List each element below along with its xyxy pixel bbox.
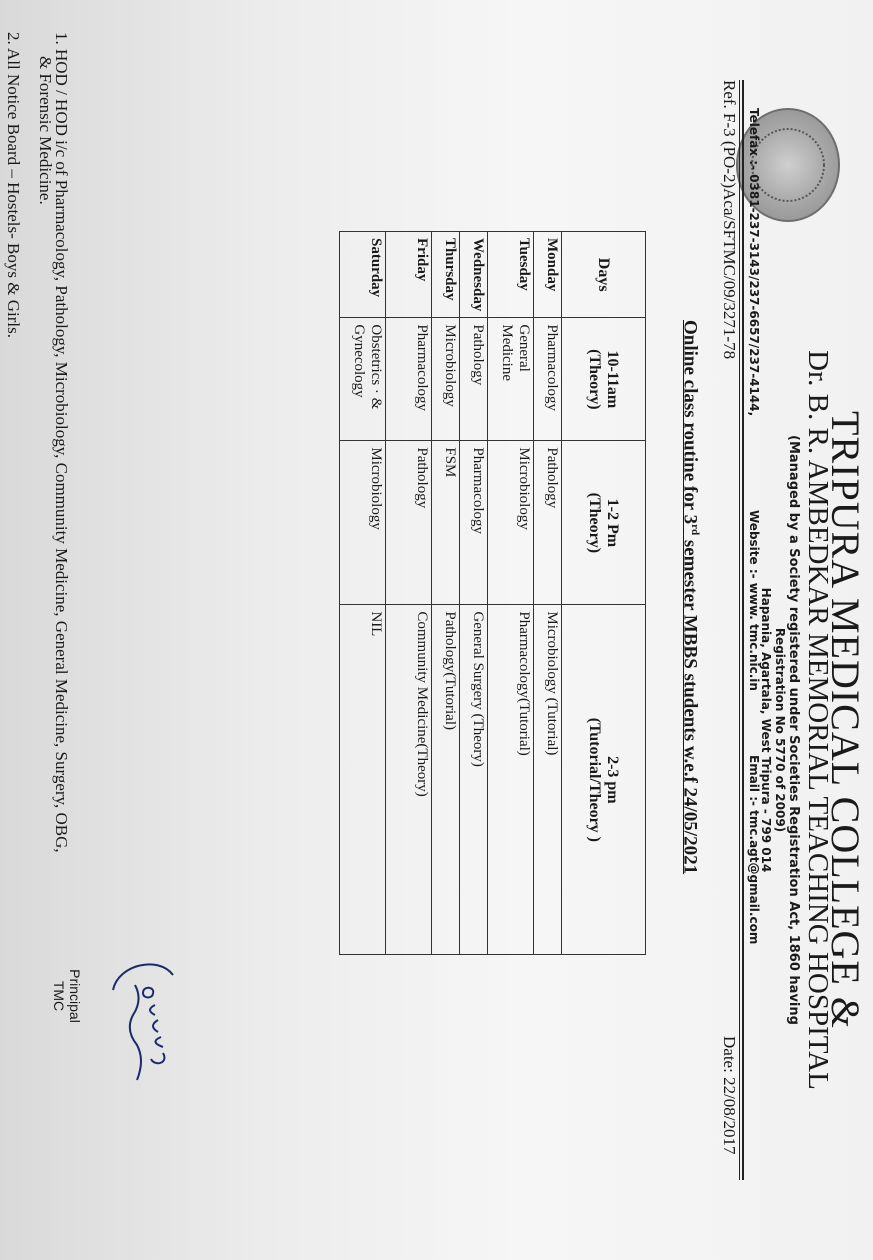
slot-2-cell: Pathology xyxy=(534,441,562,605)
routine-table xyxy=(339,231,646,955)
day-cell: Monday xyxy=(534,232,562,318)
day-cell: Friday xyxy=(386,232,432,318)
slot-1-cell: Pharmacology xyxy=(534,318,562,441)
note-1-continued: & Forensic Medicine. xyxy=(36,56,55,205)
heading-suffix: semester MBBS students w.e.f 24/05/2021 xyxy=(679,535,701,875)
header-slot-2-time: 1-2 Pm xyxy=(604,498,622,548)
managed-note: (Managed by a Society registered under Societies Registration Act, 1860 having xyxy=(786,435,801,1025)
issue-date: Date: 22/08/2017 xyxy=(720,1036,739,1155)
website: Website :- www. tmc.nic.in xyxy=(747,510,761,691)
slot-1-line-2: Gynecology xyxy=(351,324,367,398)
routine-heading xyxy=(679,320,701,874)
slot-3-cell: Pathology(Tutorial) xyxy=(432,605,460,955)
reference-number: Ref. F-3 (PO-2)Aca/SFTMC/09/3271-78 xyxy=(720,80,739,360)
hospital-name: Dr. B. R. AMBEDKAR MEMORIAL TEACHING HOSPITAL xyxy=(802,350,834,1090)
heading-prefix: Online class routine for 3 xyxy=(679,320,701,525)
registration-note: Registration No 5770 of 2009) xyxy=(773,627,787,833)
header-slot-3 xyxy=(562,605,646,955)
telefax: Telefax :- 0381-237-3143/237-6657/237-4144, xyxy=(747,108,761,417)
slot-2-cell: Microbiology xyxy=(340,441,386,605)
heading-sup: rd xyxy=(689,524,701,536)
slot-2-cell: Microbiology xyxy=(488,441,534,605)
principal-signature-icon xyxy=(93,945,213,1095)
slot-3-cell: Microbiology (Tutorial) xyxy=(534,605,562,955)
slot-1-line-1: General xyxy=(516,324,532,372)
table-row xyxy=(488,232,534,955)
note-2: 2. All Notice Board – Hostels- Boys & Girls. xyxy=(4,32,23,338)
slot-3-cell: Community Medicine(Theory) xyxy=(386,605,432,955)
slot-3-cell: General Surgery (Theory) xyxy=(460,605,488,955)
slot-1-line-2: Medicine xyxy=(499,324,515,382)
slot-1-line-1: Obstetrics · & xyxy=(368,324,384,410)
header-slot-1 xyxy=(562,318,646,441)
email: Email :- tmc.agt@gmail.com xyxy=(747,755,761,945)
header-slot-3-type: (Tutorial/Theory ) xyxy=(586,717,604,842)
table-row xyxy=(534,232,562,955)
header-rule xyxy=(742,80,744,1180)
slot-1-cell xyxy=(488,318,534,441)
principal-org: TMC xyxy=(51,980,67,1012)
slot-2-cell: Pharmacology xyxy=(460,441,488,605)
table-row xyxy=(340,232,386,955)
day-cell: Thursday xyxy=(432,232,460,318)
day-cell: Saturday xyxy=(340,232,386,318)
header-slot-2-type: (Theory) xyxy=(586,492,604,554)
table-header-row xyxy=(562,232,646,955)
header-slot-1-time: 10-11am xyxy=(604,350,622,409)
table-row xyxy=(432,232,460,955)
slot-1-cell: Microbiology xyxy=(432,318,460,441)
slot-1-cell: Pathology xyxy=(460,318,488,441)
header-days: Days xyxy=(562,232,646,318)
slot-2-cell: Pathology xyxy=(386,441,432,605)
header-slot-3-time: 2-3 pm xyxy=(604,756,622,804)
header-slot-2 xyxy=(562,441,646,605)
slot-1-cell xyxy=(340,318,386,441)
table-row xyxy=(386,232,432,955)
address: Hapania, Agartala, West Tripura - 799 014 xyxy=(759,587,773,873)
slot-3-cell: Pharmacology(Tutorial) xyxy=(488,605,534,955)
slot-1-cell: Pharmacology xyxy=(386,318,432,441)
day-cell: Wednesday xyxy=(460,232,488,318)
note-1: 1. HOD / HOD i/c of Pharmacology, Pathology, Microbiology, Community Medicine, General Medicine, Surgery, OBG, xyxy=(52,32,71,853)
slot-2-cell: FSM xyxy=(432,441,460,605)
header-rule-thin xyxy=(739,80,740,1180)
header-slot-1-type: (Theory) xyxy=(586,349,604,410)
seal-inner-ring xyxy=(751,128,825,202)
college-name: TRIPURA MEDICAL COLLEGE & xyxy=(823,411,868,1029)
contact-line xyxy=(745,100,761,1180)
table-row xyxy=(460,232,488,955)
slot-3-cell: NIL xyxy=(340,605,386,955)
day-cell: Tuesday xyxy=(488,232,534,318)
principal-label: Principal xyxy=(67,969,83,1023)
